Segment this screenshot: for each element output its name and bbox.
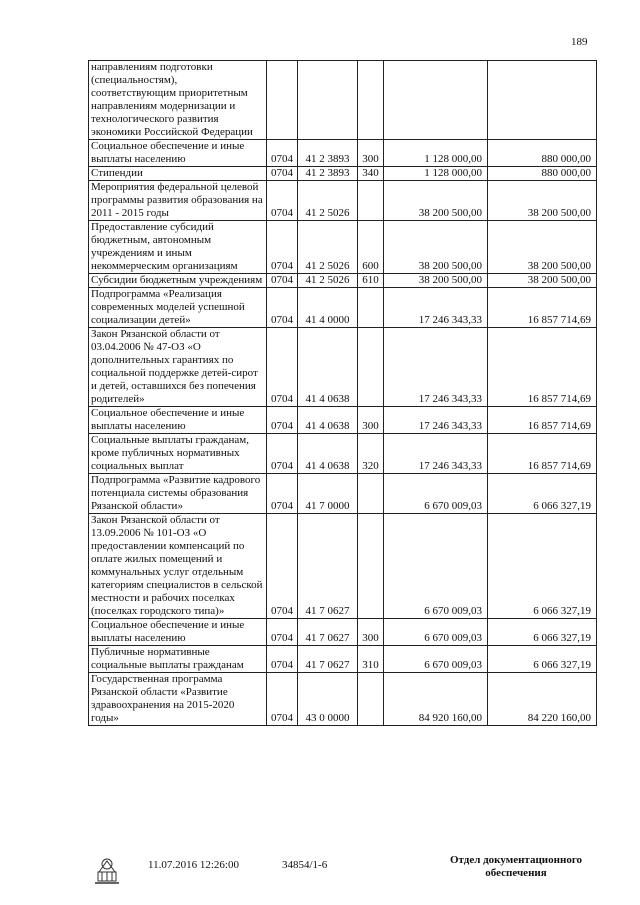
- expense-type-cell: [358, 181, 384, 221]
- section-code-cell: [267, 61, 298, 140]
- amount-planned-cell: 1 128 000,00: [384, 140, 488, 167]
- amount-planned-cell: 17 246 343,33: [384, 288, 488, 328]
- section-code-cell: 0704: [267, 646, 298, 673]
- amount-executed-cell: 38 200 500,00: [488, 274, 597, 288]
- section-code-cell: 0704: [267, 673, 298, 726]
- target-article-cell: 41 4 0000: [298, 288, 358, 328]
- amount-planned-cell: 84 920 160,00: [384, 673, 488, 726]
- target-article-cell: 41 2 5026: [298, 274, 358, 288]
- row-name-cell: направлениям подготовки (специальностям), соответствующим приоритетным направлениям модернизации и технологического развития экономики Российской Федерации: [89, 61, 267, 140]
- target-article-cell: 41 2 3893: [298, 167, 358, 181]
- row-name-cell: Социальное обеспечение и иные выплаты населению: [89, 407, 267, 434]
- amount-planned-cell: 6 670 009,03: [384, 474, 488, 514]
- table-row: [89, 646, 597, 673]
- expense-type-cell: [358, 61, 384, 140]
- amount-executed-cell: 880 000,00: [488, 140, 597, 167]
- section-code-cell: 0704: [267, 328, 298, 407]
- amount-planned-cell: 6 670 009,03: [384, 619, 488, 646]
- expense-type-cell: 300: [358, 140, 384, 167]
- section-code-cell: 0704: [267, 619, 298, 646]
- row-name-cell: Подпрограмма «Развитие кадрового потенциала системы образования Рязанской области»: [89, 474, 267, 514]
- table-row: [89, 434, 597, 474]
- footer-datetime: 11.07.2016 12:26:00: [148, 859, 239, 871]
- table-row: [89, 514, 597, 619]
- amount-planned-cell: 17 246 343,33: [384, 434, 488, 474]
- budget-table: [88, 60, 597, 726]
- amount-planned-cell: [384, 61, 488, 140]
- duma-emblem-icon: [90, 852, 124, 886]
- table-row: [89, 328, 597, 407]
- amount-executed-cell: 16 857 714,69: [488, 434, 597, 474]
- section-code-cell: 0704: [267, 514, 298, 619]
- amount-planned-cell: 38 200 500,00: [384, 221, 488, 274]
- expense-type-cell: [358, 288, 384, 328]
- expense-type-cell: [358, 514, 384, 619]
- target-article-cell: 41 4 0638: [298, 407, 358, 434]
- row-name-cell: Социальные выплаты гражданам, кроме публичных нормативных социальных выплат: [89, 434, 267, 474]
- target-article-cell: 41 7 0000: [298, 474, 358, 514]
- target-article-cell: 43 0 0000: [298, 673, 358, 726]
- footer-document-number: 34854/1-6: [282, 859, 328, 871]
- table-row: [89, 407, 597, 434]
- footer-department: Отдел документационного обеспечения: [449, 854, 583, 879]
- row-name-cell: Публичные нормативные социальные выплаты гражданам: [89, 646, 267, 673]
- expense-type-cell: [358, 474, 384, 514]
- amount-executed-cell: 6 066 327,19: [488, 646, 597, 673]
- amount-planned-cell: 6 670 009,03: [384, 514, 488, 619]
- row-name-cell: Государственная программа Рязанской области «Развитие здравоохранения на 2015-2020 годы»: [89, 673, 267, 726]
- target-article-cell: 41 4 0638: [298, 328, 358, 407]
- expense-type-cell: [358, 328, 384, 407]
- expense-type-cell: 310: [358, 646, 384, 673]
- table-row: [89, 619, 597, 646]
- section-code-cell: 0704: [267, 274, 298, 288]
- target-article-cell: 41 7 0627: [298, 646, 358, 673]
- table-row: [89, 221, 597, 274]
- table-row: [89, 61, 597, 140]
- target-article-cell: 41 2 3893: [298, 140, 358, 167]
- amount-planned-cell: 17 246 343,33: [384, 328, 488, 407]
- row-name-cell: Социальное обеспечение и иные выплаты населению: [89, 140, 267, 167]
- target-article-cell: 41 4 0638: [298, 434, 358, 474]
- amount-executed-cell: 16 857 714,69: [488, 407, 597, 434]
- row-name-cell: Закон Рязанской области от 03.04.2006 № 47-ОЗ «О дополнительных гарантиях по социальной поддержке детей-сирот и детей, оставшихся без попечения родителей»: [89, 328, 267, 407]
- row-name-cell: Стипендии: [89, 167, 267, 181]
- target-article-cell: [298, 61, 358, 140]
- section-code-cell: 0704: [267, 221, 298, 274]
- target-article-cell: 41 2 5026: [298, 181, 358, 221]
- amount-executed-cell: 16 857 714,69: [488, 288, 597, 328]
- target-article-cell: 41 7 0627: [298, 514, 358, 619]
- amount-executed-cell: 38 200 500,00: [488, 181, 597, 221]
- amount-planned-cell: 1 128 000,00: [384, 167, 488, 181]
- table-row: [89, 474, 597, 514]
- amount-executed-cell: 6 066 327,19: [488, 514, 597, 619]
- row-name-cell: Социальное обеспечение и иные выплаты населению: [89, 619, 267, 646]
- amount-planned-cell: 38 200 500,00: [384, 181, 488, 221]
- table-row: [89, 288, 597, 328]
- row-name-cell: Закон Рязанской области от 13.09.2006 № 101-ОЗ «О предоставлении компенсаций по оплате жилых помещений и коммунальных услуг отдельным категориям специалистов в сельской местности и рабочих поселках (поселках городского типа)»: [89, 514, 267, 619]
- expense-type-cell: 300: [358, 407, 384, 434]
- amount-executed-cell: 6 066 327,19: [488, 619, 597, 646]
- section-code-cell: 0704: [267, 474, 298, 514]
- table-row: [89, 140, 597, 167]
- table-row: [89, 673, 597, 726]
- row-name-cell: Предоставление субсидий бюджетным, автономным учреждениям и иным некоммерческим организациям: [89, 221, 267, 274]
- amount-planned-cell: 17 246 343,33: [384, 407, 488, 434]
- expense-type-cell: 340: [358, 167, 384, 181]
- amount-executed-cell: 38 200 500,00: [488, 221, 597, 274]
- target-article-cell: 41 2 5026: [298, 221, 358, 274]
- expense-type-cell: [358, 673, 384, 726]
- expense-type-cell: 600: [358, 221, 384, 274]
- row-name-cell: Мероприятия федеральной целевой программы развития образования на 2011 - 2015 годы: [89, 181, 267, 221]
- target-article-cell: 41 7 0627: [298, 619, 358, 646]
- amount-executed-cell: 6 066 327,19: [488, 474, 597, 514]
- section-code-cell: 0704: [267, 434, 298, 474]
- table-row: [89, 181, 597, 221]
- section-code-cell: 0704: [267, 288, 298, 328]
- expense-type-cell: 300: [358, 619, 384, 646]
- amount-planned-cell: 38 200 500,00: [384, 274, 488, 288]
- amount-executed-cell: 880 000,00: [488, 167, 597, 181]
- amount-executed-cell: 84 220 160,00: [488, 673, 597, 726]
- section-code-cell: 0704: [267, 407, 298, 434]
- row-name-cell: Подпрограмма «Реализация современных моделей успешной социализации детей»: [89, 288, 267, 328]
- amount-executed-cell: [488, 61, 597, 140]
- section-code-cell: 0704: [267, 140, 298, 167]
- section-code-cell: 0704: [267, 181, 298, 221]
- row-name-cell: Субсидии бюджетным учреждениям: [89, 274, 267, 288]
- section-code-cell: 0704: [267, 167, 298, 181]
- budget-table-body: [89, 61, 597, 726]
- amount-executed-cell: 16 857 714,69: [488, 328, 597, 407]
- table-row: [89, 274, 597, 288]
- page-number: 189: [571, 36, 588, 48]
- expense-type-cell: 320: [358, 434, 384, 474]
- amount-planned-cell: 6 670 009,03: [384, 646, 488, 673]
- expense-type-cell: 610: [358, 274, 384, 288]
- table-row: [89, 167, 597, 181]
